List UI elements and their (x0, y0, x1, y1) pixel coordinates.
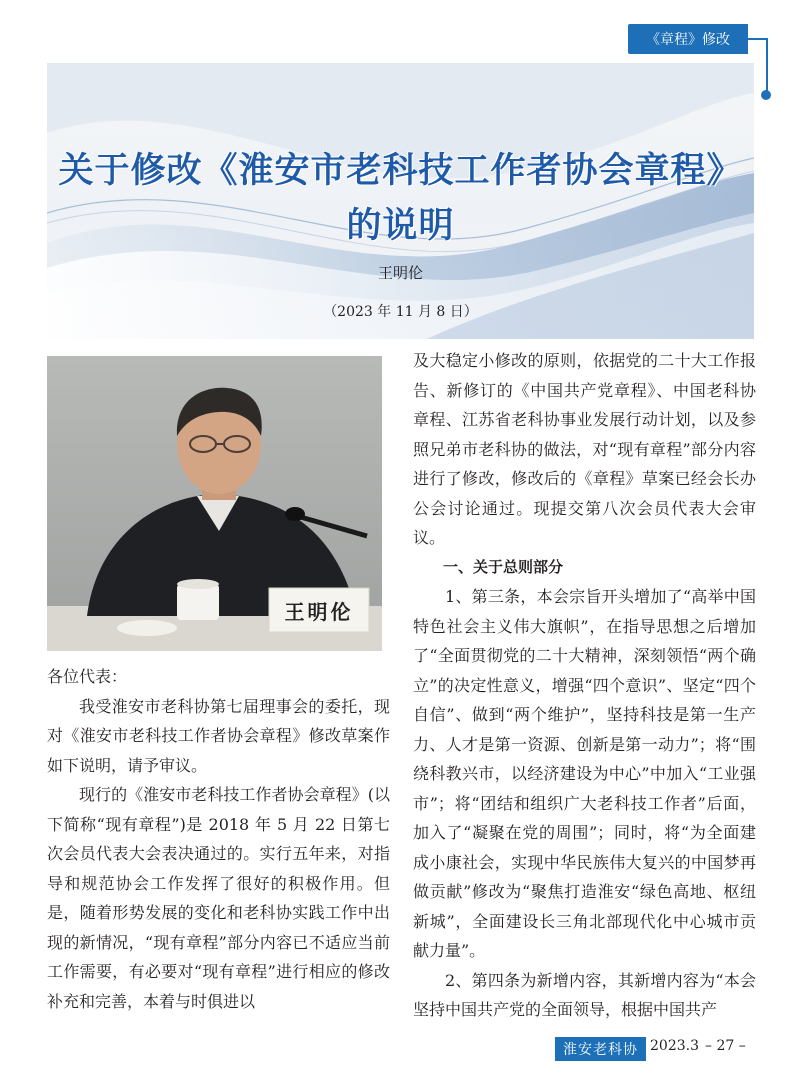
article-title-line2: 的说明 (346, 206, 455, 246)
body-column-left (47, 662, 390, 1016)
paragraph: 及大稳定小修改的原则，依据党的二十大工作报告、新修订的《中国共产党章程》、中国老科协章程、江苏省老科协事业发展行动计划，以及参照兄弟市老科协的做法，对“现有章程”部分内容进行了修改，修改后的《章程》草案已经会长办公会讨论通过。现提交第八次会员代表大会审议。 (413, 351, 756, 547)
article-title-line1: 关于修改《淮安市老科技工作者协会章程》 (58, 151, 743, 191)
tag-dot-marker (761, 90, 771, 100)
header-banner (47, 63, 754, 339)
author-photo (47, 356, 382, 651)
paragraph: 1、第三条，本会宗旨开头增加了“高举中国特色社会主义伟大旗帜”，在指导思想之后增加了“全面贯彻党的二十大精神，深刻领悟“两个确立”的决定性意义，增强“四个意识”、坚定“四个自信”、做到“两个维护”，坚持科技是第一生产力、人才是第一资源、创新是第一动力”；将“围绕科教兴市，以经济建设为中心”中加入“工业强市”；将“团结和组织广大老科技工作者”后面，加入了“凝聚在党的周围”；同时，将“为全面建成小康社会，实现中华民族伟大复兴的中国梦再做贡献”修改为“聚焦打造淮安“绿色高地、枢纽新城”，全面建设长三角北部现代化中心城市贡献力量”。 (413, 587, 756, 960)
page-number: – 27 – (705, 1038, 746, 1054)
paragraph: 2、第四条为新增内容，其新增内容为“本会坚持中国共产党的全面领导，根据中国共产 (413, 970, 756, 1019)
photo-nameplate: 王明伦 (284, 599, 354, 624)
salutation: 各位代表： (47, 667, 128, 686)
footer-issue: 2023.3 (650, 1038, 699, 1054)
section-heading: 一、关于总则部分 (443, 557, 564, 576)
tag-connector-line (748, 38, 768, 40)
article-author: 王明伦 (377, 264, 423, 282)
tag-vertical-line (766, 38, 768, 94)
footer-magazine-name: 淮安老科协 (555, 1037, 646, 1061)
body-column-right (413, 346, 756, 1025)
section-tag: 《章程》修改 (628, 24, 748, 54)
paragraph: 我受淮安市老科协第七届理事会的委托，现对《淮安市老科技工作者协会章程》修改草案作如下说明，请予审议。 (47, 696, 390, 775)
article-date: （2023 年 11 月 8 日） (323, 304, 478, 320)
paragraph: 现行的《淮安市老科技工作者协会章程》(以下简称“现有章程”)是 2018 年 5 月 22 日第七次会员代表大会表决通过的。实行五年来，对指导和规范协会工作发挥了很好的积极作用。但是，随着形势发展的变化和老科协实践工作中出现的新情况，“现有章程”部分内容已不适应当前工作需要，有必要对“现有章程”进行相应的修改补充和完善，本着与时俱进以 (47, 785, 390, 1011)
